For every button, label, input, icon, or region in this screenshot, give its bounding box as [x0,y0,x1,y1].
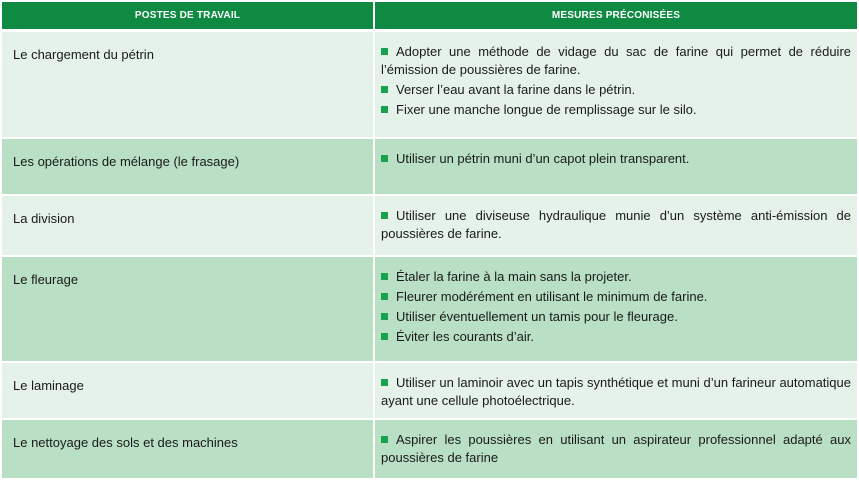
mesures-cell [374,362,857,419]
measure-text: Utiliser éventuellement un tamis pour le fleurage. [396,308,678,324]
list-item [381,150,851,168]
list-item [381,101,851,119]
measure-text: Utiliser un laminoir avec un tapis synthétique et muni d’un farineur automatique ayant une cellule photoélectrique. [381,374,851,408]
list-item [381,308,851,326]
list-item [381,268,851,286]
table-row [2,195,857,256]
table-row [2,419,857,478]
table-header-row [2,2,857,31]
mesures-cell [374,31,857,138]
table-row [2,138,857,195]
list-item [381,431,851,467]
measure-text: Utiliser un pétrin muni d’un capot plein transparent. [396,150,690,166]
list-item [381,43,851,79]
poste-cell: La division [2,195,374,256]
measure-text: Utiliser une diviseuse hydraulique munie d’un système anti-émission de poussières de farine. [381,207,851,241]
poste-cell: Le fleurage [2,256,374,362]
square-bullet-icon [381,379,388,386]
square-bullet-icon [381,155,388,162]
measure-text: Verser l’eau avant la farine dans le pétrin. [396,82,636,97]
measure-text: Aspirer les poussières en utilisant un aspirateur professionnel adapté aux poussières de farine [381,431,851,465]
square-bullet-icon [381,333,388,340]
square-bullet-icon [381,212,388,219]
list-item [381,328,851,346]
list-item [381,374,851,410]
measure-text: Fixer une manche longue de remplissage sur le silo. [396,102,697,117]
list-item [381,288,851,306]
square-bullet-icon [381,313,388,320]
square-bullet-icon [381,293,388,300]
square-bullet-icon [381,86,388,93]
header-postes: POSTES DE TRAVAIL [2,2,374,31]
mesures-cell [374,138,857,195]
table-row [2,256,857,362]
measure-text: Adopter une méthode de vidage du sac de farine qui permet de réduire l’émission de poussières de farine. [381,44,851,77]
header-mesures: MESURES PRÉCONISÉES [374,2,857,31]
table-row [2,362,857,419]
square-bullet-icon [381,106,388,113]
poste-cell: Le chargement du pétrin [2,31,374,138]
list-item [381,207,851,243]
poste-cell: Les opérations de mélange (le frasage) [2,138,374,195]
table-row [2,31,857,138]
poste-cell: Le laminage [2,362,374,419]
square-bullet-icon [381,273,388,280]
measure-text: Éviter les courants d’air. [396,328,535,344]
square-bullet-icon [381,48,388,55]
measures-table [2,2,857,478]
measure-text: Étaler la farine à la main sans la projeter. [396,268,632,284]
poste-cell: Le nettoyage des sols et des machines [2,419,374,478]
mesures-cell [374,419,857,478]
mesures-cell [374,195,857,256]
square-bullet-icon [381,436,388,443]
list-item [381,81,851,99]
measure-text: Fleurer modérément en utilisant le minimum de farine. [396,288,708,304]
mesures-cell [374,256,857,362]
